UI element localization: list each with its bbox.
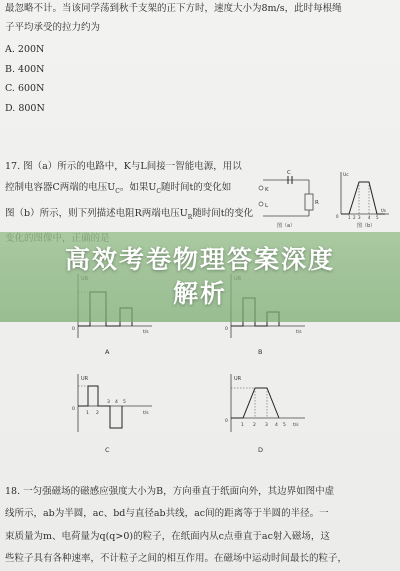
fig-b-origin: 0 xyxy=(336,214,339,219)
svg-text:UR: UR xyxy=(81,376,89,382)
svg-text:2: 2 xyxy=(96,411,99,416)
svg-text:3: 3 xyxy=(358,215,361,220)
label-k: K xyxy=(265,187,269,193)
banner-title-line1: 高效考卷物理答案深度 xyxy=(64,245,335,274)
svg-text:5: 5 xyxy=(283,423,286,428)
svg-text:t/s: t/s xyxy=(143,330,149,335)
choice-graph-d[interactable] xyxy=(213,370,313,458)
caption-figure-a: 图（a） xyxy=(277,223,296,229)
svg-text:3: 3 xyxy=(107,400,110,405)
q18-text-line1: 18. 一匀强磁场的磁感应强度大小为B，方向垂直于纸面向外，其边界如图中虚 xyxy=(5,486,335,497)
q16-option-c: C. 600N xyxy=(5,83,45,94)
uc-axis-label: Uc xyxy=(343,173,349,178)
choice-label-c: C xyxy=(105,446,110,454)
q17-text-line1: 17. 图（a）所示的电路中，K与L间接一智能电源，用以 xyxy=(5,161,242,172)
choice-graph-c[interactable] xyxy=(60,370,160,458)
q16-option-d: D. 800N xyxy=(5,103,45,114)
svg-text:4: 4 xyxy=(115,400,118,405)
graph-figure-b xyxy=(333,168,393,230)
svg-text:0: 0 xyxy=(225,327,228,332)
circuit-figure-a xyxy=(253,168,325,230)
q16-text-line1: 最忽略不计。当该同学荡到秋千支架的正下方时，速度大小为8m/s，此时每根绳 xyxy=(5,3,342,14)
q16-option-b: B. 400N xyxy=(5,64,45,75)
q17-text-line2: 控制电容器C两端的电压$U_C$。如果$U_C$随时间t的变化如 xyxy=(5,182,232,195)
label-l: L xyxy=(265,203,269,209)
choice-label-d: D xyxy=(258,446,264,454)
svg-text:0: 0 xyxy=(225,419,228,424)
svg-text:3: 3 xyxy=(265,423,268,428)
svg-text:t/s: t/s xyxy=(143,411,149,416)
svg-text:UR: UR xyxy=(234,376,242,382)
title-banner xyxy=(0,232,400,322)
caption-figure-b: 图（b） xyxy=(357,223,376,229)
svg-text:2: 2 xyxy=(253,423,256,428)
svg-text:1: 1 xyxy=(348,215,351,220)
fig-b-t-axis: t/s xyxy=(381,208,386,213)
choice-label-b: B xyxy=(258,348,263,356)
q18-text-line3: 束质量为m、电荷量为q(q>0)的粒子，在纸面内从c点垂直于ac射入磁场，这 xyxy=(5,531,330,542)
label-r: R xyxy=(315,200,319,206)
svg-text:5: 5 xyxy=(123,400,126,405)
q16-text-line2: 子平均承受的拉力约为 xyxy=(5,22,101,33)
svg-text:1: 1 xyxy=(86,411,89,416)
q16-option-a: A. 200N xyxy=(5,44,45,55)
svg-text:5: 5 xyxy=(376,215,379,220)
q17-text-line3: 图（b）所示，则下列描述电阻R两端电压$U_R$随时间t的变化 xyxy=(5,208,254,221)
q18-text-line4: 些粒子具有各种速率，不计粒子之间的相互作用。在磁场中运动时间最长的粒子， xyxy=(5,553,348,564)
svg-text:t/s: t/s xyxy=(293,423,299,428)
choice-label-a: A xyxy=(105,348,110,356)
svg-text:0: 0 xyxy=(72,327,75,332)
svg-text:t/s: t/s xyxy=(296,330,302,335)
svg-text:1: 1 xyxy=(241,423,244,428)
svg-text:0: 0 xyxy=(72,407,75,412)
q18-text-line2: 线所示，ab为半圆，ac、bd与直径ab共线，ac间的距离等于半圆的半径。一 xyxy=(5,508,329,519)
label-c: C xyxy=(287,170,291,176)
svg-text:4: 4 xyxy=(275,423,278,428)
banner-title-line2: 解析 xyxy=(172,279,227,308)
svg-text:2: 2 xyxy=(353,215,356,220)
svg-text:4: 4 xyxy=(368,215,371,220)
